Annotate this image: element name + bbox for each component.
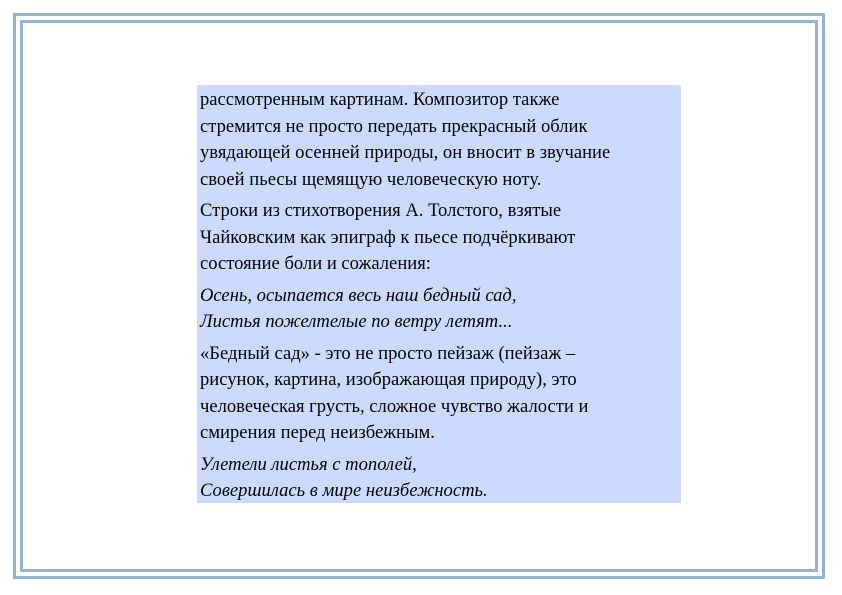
text-line: «Бедный сад» - это не просто пейзаж (пейзаж – [200, 342, 576, 364]
poem-quote-1 [200, 283, 677, 336]
text-line: увядающей осенней природы, он вносит в звучание [200, 142, 611, 163]
text-line: человеческая грусть, сложное чувство жалости и [200, 395, 589, 417]
text-line: рассмотренным картинам. Композитор также [200, 89, 560, 110]
text-line: своей пьесы щемящую человеческую ноту. [200, 168, 542, 190]
poem-line: Осень, осыпается весь наш бедный сад, [200, 284, 517, 306]
poem-line: Улетели листья с тополей, [200, 453, 417, 475]
text-line: рисунок, картина, изображающая природу), это [200, 369, 577, 390]
text-line: Строки из стихотворения А. Толстого, взятые [200, 200, 562, 221]
paragraph-poor-garden [200, 341, 677, 447]
poem-line: Совершилась в мире неизбежность. [200, 480, 488, 501]
paragraph-epigraph-intro [200, 198, 677, 278]
text-line: состояние боли и сожаления: [200, 253, 431, 274]
text-line: стремится не просто передать прекрасный облик [200, 115, 588, 137]
text-line: смирения перед неизбежным. [200, 422, 435, 443]
poem-line: Листья пожелтелые по ветру летят... [200, 311, 513, 332]
text-line: Чайковским как эпиграф к пьесе подчёркивают [200, 226, 576, 248]
poem-quote-2 [200, 452, 677, 505]
paragraph-composer-intent [200, 87, 677, 193]
text-box [197, 85, 681, 503]
